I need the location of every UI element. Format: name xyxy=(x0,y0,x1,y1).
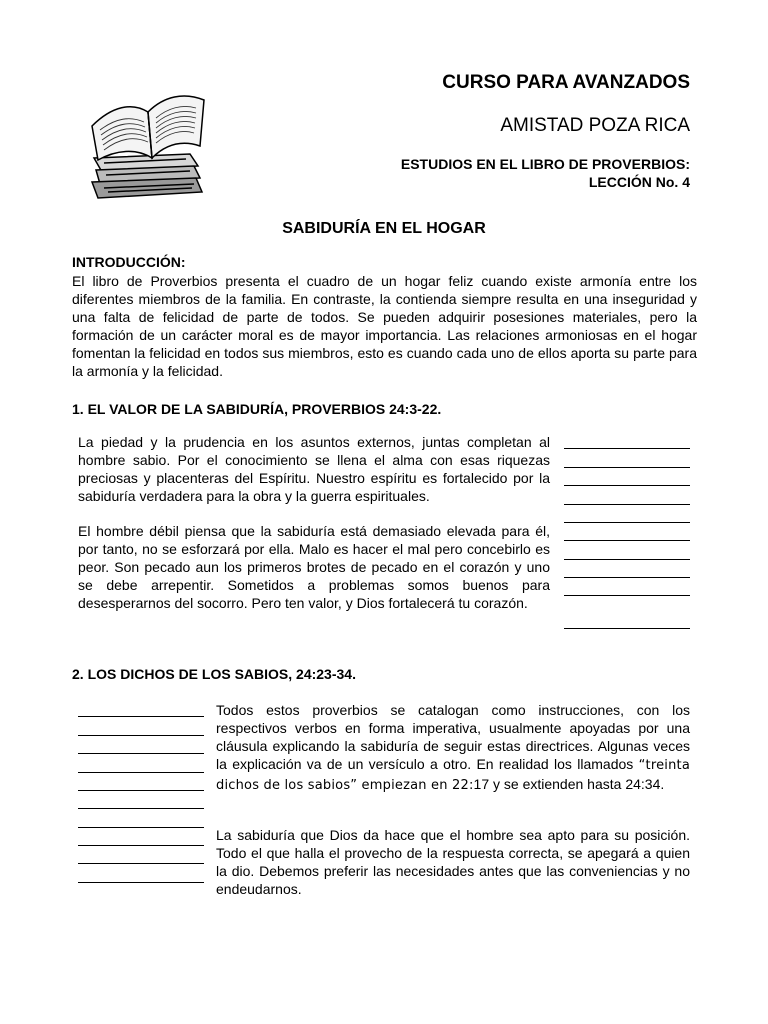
answer-blank[interactable] xyxy=(564,504,690,505)
study-line: ESTUDIOS EN EL LIBRO DE PROVERBIOS: xyxy=(400,156,690,172)
answer-blank[interactable] xyxy=(564,577,690,578)
open-book-icon xyxy=(72,66,222,206)
answer-blank[interactable] xyxy=(564,595,690,596)
answer-blank[interactable] xyxy=(78,735,204,736)
answer-blank[interactable] xyxy=(564,540,690,541)
introduction-heading: INTRODUCCIÓN: xyxy=(72,254,186,270)
section2-heading: 2. LOS DICHOS DE LOS SABIOS, 24:23-34. xyxy=(72,666,356,682)
answer-blank[interactable] xyxy=(78,863,204,864)
section1-paragraph2: El hombre débil piensa que la sabiduría está demasiado elevada para él, por tanto, no se esforzará por ella. Malo es hacer el mal pero concebirlo es peor. Son pecado aun los primeros brotes de pecado en el corazón y uno se debe arrepentir. Sometidos a problemas somos buenos para desesperarnos del socorro. Pero ten valor, y Dios fortalecerá tu corazón. xyxy=(78,523,550,611)
section2-paragraph1-part2: 17 y se extienden hasta 24:34. xyxy=(473,776,665,792)
answer-blank[interactable] xyxy=(564,559,690,560)
lesson-number: LECCIÓN No. 4 xyxy=(588,174,690,190)
section2-paragraph1-quote: “treinta dichos de los sabios” empiezan en 22: xyxy=(216,758,690,793)
course-title: CURSO PARA AVANZADOS xyxy=(442,72,690,93)
section1-heading: 1. EL VALOR DE LA SABIDURÍA, PROVERBIOS 24:3-22. xyxy=(72,401,442,417)
answer-blank[interactable] xyxy=(564,467,690,468)
answer-blank[interactable] xyxy=(564,448,690,449)
lesson-title: SABIDURÍA EN EL HOGAR xyxy=(282,220,486,237)
answer-blank[interactable] xyxy=(78,882,204,883)
section2-paragraph1 xyxy=(216,701,690,795)
section1-paragraph1: La piedad y la prudencia en los asuntos externos, juntas completan al hombre sabio. Por el conocimiento se llena el alma con esas riquezas preciosas y placenteras del Espíritu. Nuestro espíritu es fortalecido por la sabiduría verdadera para la obra y la guerra espirituales. xyxy=(78,434,550,504)
answer-blank[interactable] xyxy=(564,485,690,486)
answer-blank[interactable] xyxy=(78,716,204,717)
answer-blank[interactable] xyxy=(78,790,204,791)
answer-blank[interactable] xyxy=(78,808,204,809)
church-name: AMISTAD POZA RICA xyxy=(500,115,690,136)
answer-blank[interactable] xyxy=(78,827,204,828)
answer-blanks-section1 xyxy=(564,448,690,633)
answer-blank[interactable] xyxy=(78,753,204,754)
section2-paragraph2: La sabiduría que Dios da hace que el hombre sea apto para su posición. Todo el que halla el provecho de la respuesta correcta, se apegará a quien la dio. Debemos preferir las necesidades antes que las conveniencias y no endeudarnos. xyxy=(216,827,690,897)
introduction-text: El libro de Proverbios presenta el cuadro de un hogar feliz cuando existe armonía entre los diferentes miembros de la familia. En contraste, la contienda siempre resulta en una inseguridad y una falta de felicidad de parte de todos. Se pueden adquirir posesiones materiales, pero la formación de un carácter moral es de mayor importancia. Las relaciones armoniosas en el hogar fomentan la felicidad en todos sus miembros, esto es cuando cada uno de ellos aporta su parte para la armonía y la felicidad. xyxy=(72,273,697,379)
study-info xyxy=(401,155,690,191)
answer-blank[interactable] xyxy=(564,522,690,523)
answer-blank[interactable] xyxy=(78,845,204,846)
answer-blanks-section2 xyxy=(78,716,204,896)
answer-blank[interactable] xyxy=(78,772,204,773)
section2-paragraph1-part1: Todos estos proverbios se catalogan como instrucciones, con los respectivos verbos en forma imperativa, usualmente apoyadas por una cláusula explicando la sabiduría de seguir estas directrices. Algunas veces la explicación va de un versículo a otro. En realidad los llamados xyxy=(216,702,690,772)
answer-blank[interactable] xyxy=(564,628,690,629)
